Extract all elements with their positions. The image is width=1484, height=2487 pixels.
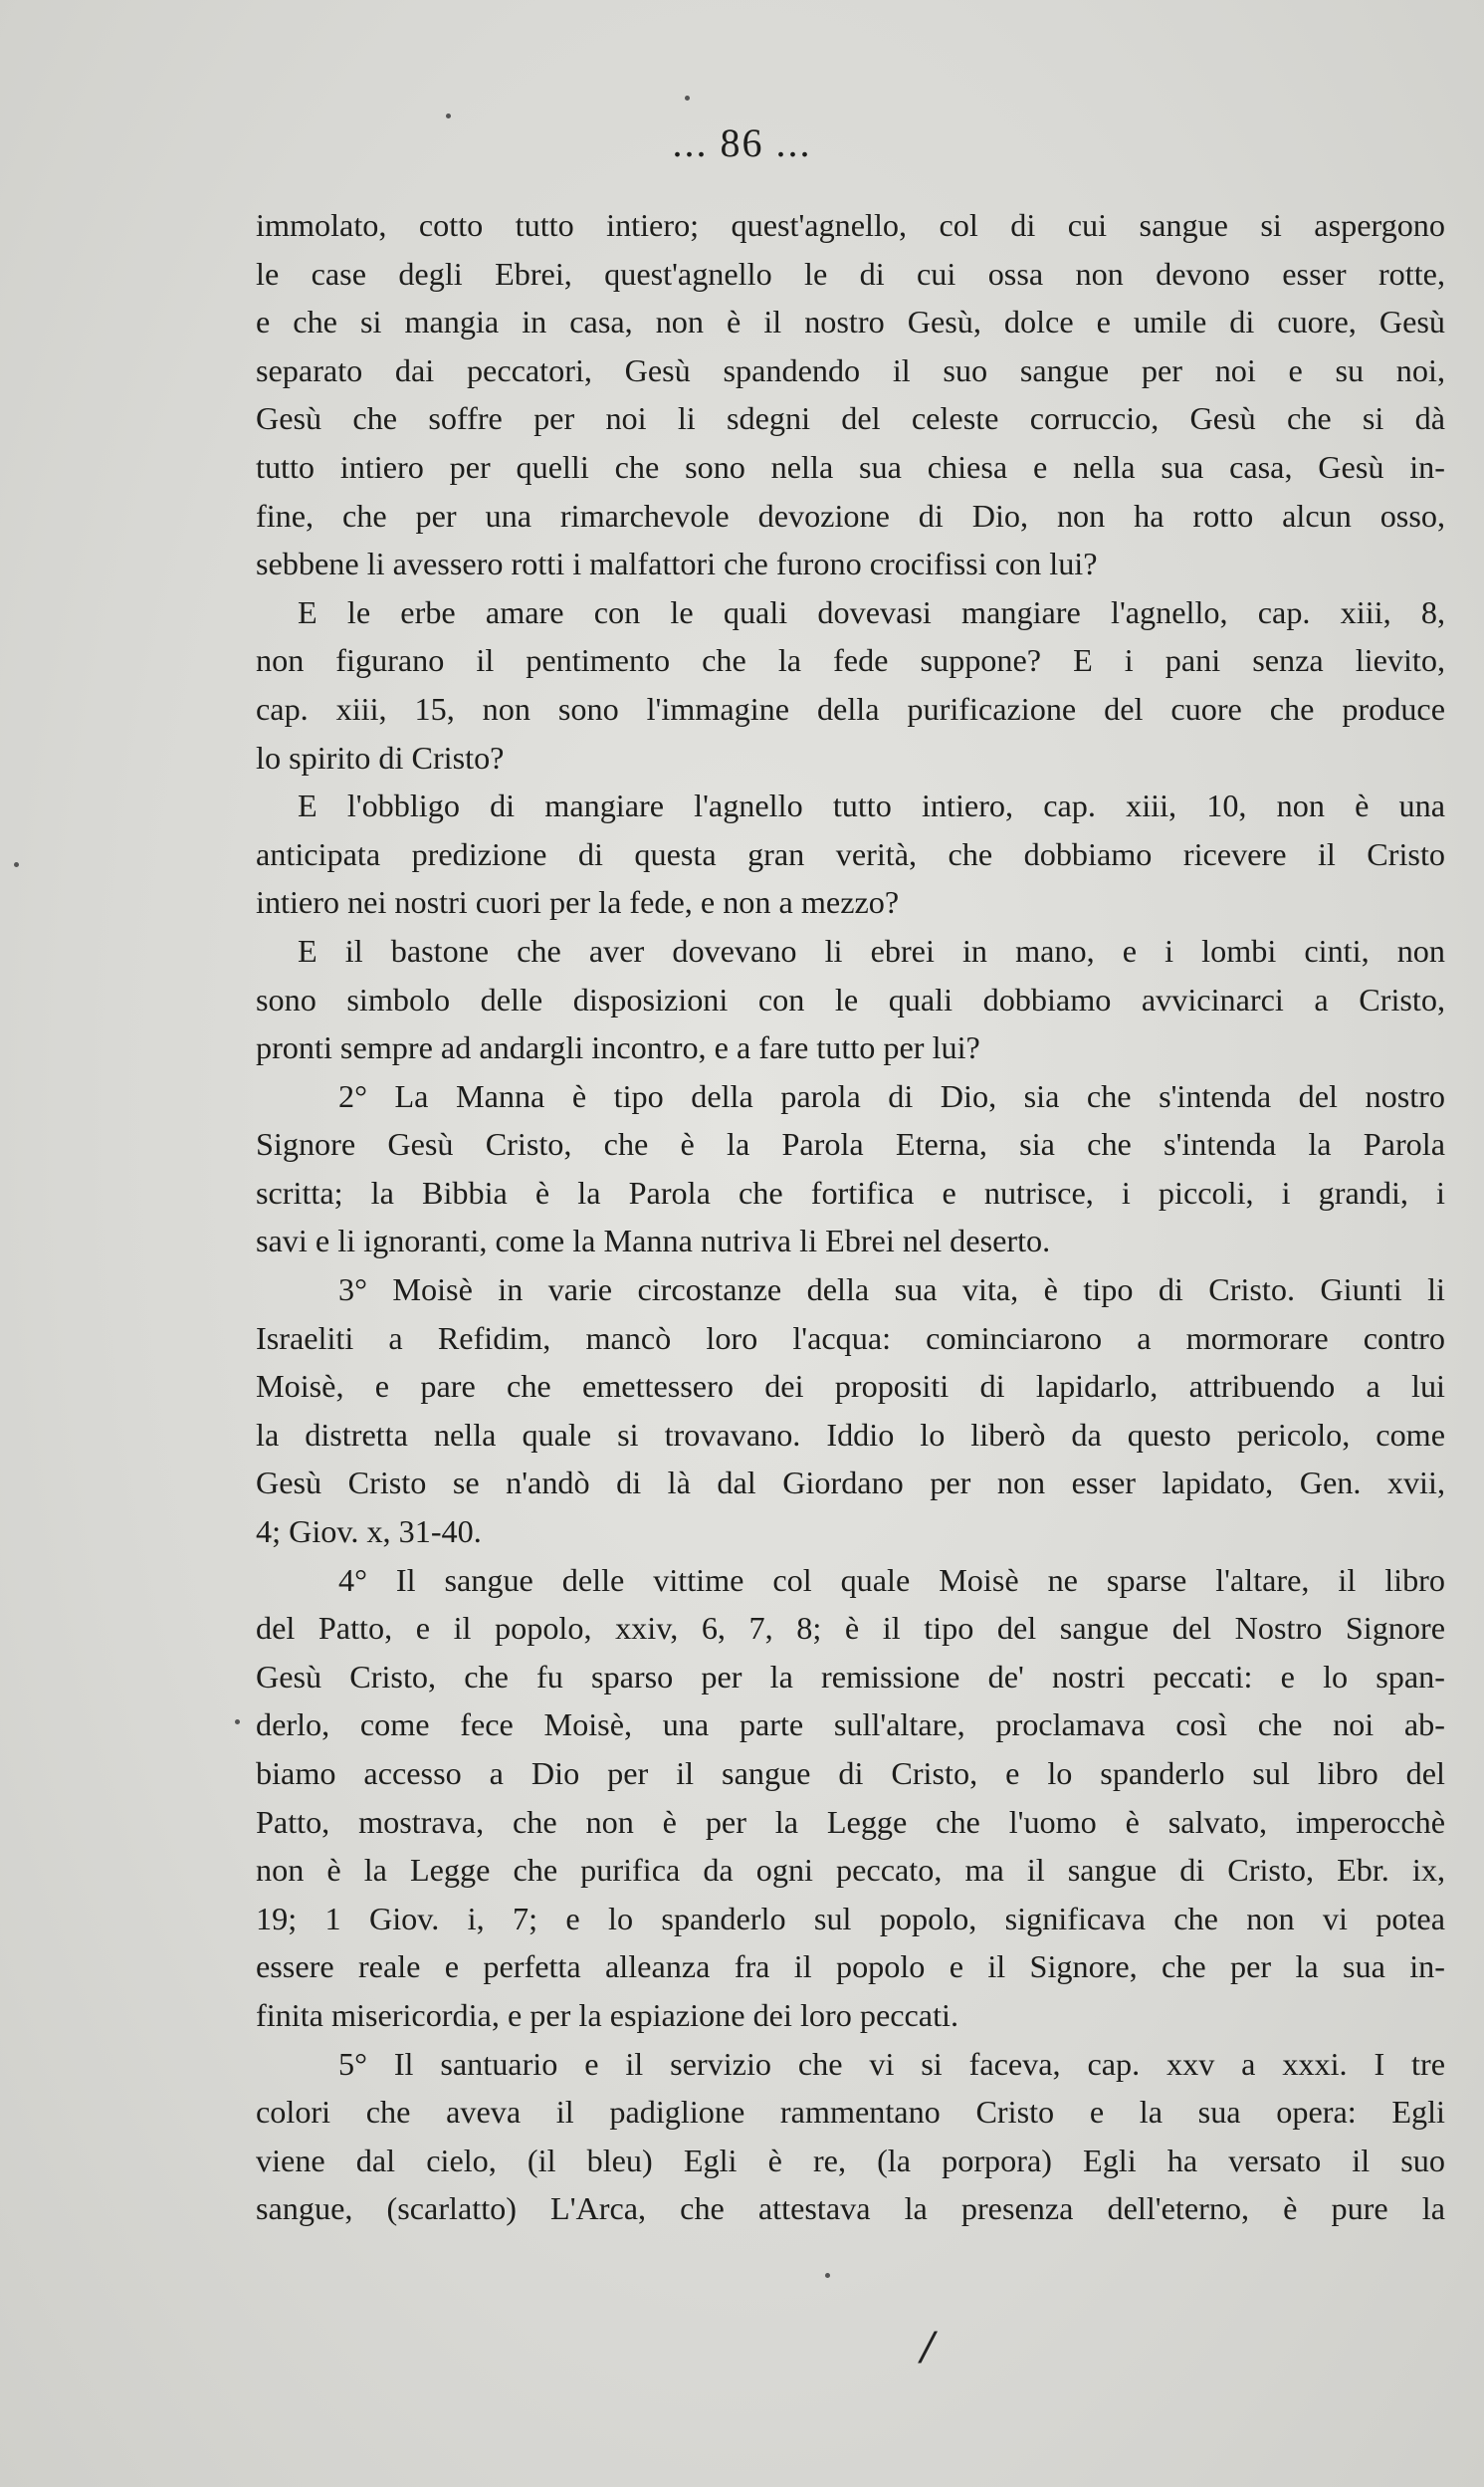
ink-speck [825, 2273, 830, 2278]
text-line: Israeliti a Refidim, mancò loro l'acqua: cominciarono a mormorare contro [256, 1319, 1445, 1356]
text-line: separato dai peccatori, Gesù spandendo il suo sangue per noi e su noi, [256, 351, 1445, 388]
text-line: pronti sempre ad andargli incontro, e a fare tutto per lui? [256, 1029, 980, 1066]
text-line: Moisè, e pare che emettessero dei propositi di lapidarlo, attribuendo a lui [256, 1368, 1445, 1405]
text-line: Patto, mostrava, che non è per la Legge che l'uomo è salvato, imperocchè [256, 1803, 1445, 1840]
text-line: le case degli Ebrei, quest'agnello le di cui ossa non devono esser rotte, [256, 255, 1445, 292]
text-line: scritta; la Bibbia è la Parola che fortifica e nutrisce, i piccoli, i grandi, i [256, 1174, 1445, 1211]
text-line: 19; 1 Giov. i, 7; e lo spanderlo sul popolo, significava che non vi potea [256, 1900, 1445, 1936]
text-line: la distretta nella quale si trovavano. Iddio lo liberò da questo pericolo, come [256, 1416, 1445, 1453]
text-line: 4; Giov. x, 31-40. [256, 1513, 482, 1550]
text-line: sono simbolo delle disposizioni con le quali dobbiamo avvicinarci a Cristo, [256, 981, 1445, 1017]
ink-speck [235, 1719, 240, 1724]
text-line: sebbene li avessero rotti i malfattori che furono crocifissi con lui? [256, 546, 1098, 582]
ink-mark: / [921, 2321, 935, 2374]
text-line: E l'obbligo di mangiare l'agnello tutto intiero, cap. xiii, 10, non è una [298, 788, 1445, 824]
ink-speck [685, 96, 690, 101]
text-line: E le erbe amare con le quali dovevasi mangiare l'agnello, cap. xiii, 8, [298, 593, 1445, 630]
ink-speck [446, 113, 451, 118]
text-line: intiero nei nostri cuori per la fede, e non a mezzo? [256, 884, 900, 921]
text-line: immolato, cotto tutto intiero; quest'agnello, col di cui sangue si aspergono [256, 207, 1445, 243]
page-number-header: ... 86 ... [672, 120, 812, 165]
ink-speck [14, 862, 19, 867]
text-line: cap. xiii, 15, non sono l'immagine della purificazione del cuore che produce [256, 690, 1445, 727]
text-line: Gesù Cristo, che fu sparso per la remissione de' nostri peccati: e lo span- [256, 1658, 1445, 1695]
text-line: 5° Il santuario e il servizio che vi si faceva, cap. xxv a xxxi. I tre [338, 2045, 1445, 2082]
text-line: E il bastone che aver dovevano li ebrei in mano, e i lombi cinti, non [298, 932, 1445, 969]
text-line: 2° La Manna è tipo della parola di Dio, sia che s'intenda del nostro [338, 1077, 1445, 1114]
text-line: non figurano il pentimento che la fede suppone? E i pani senza lievito, [256, 642, 1445, 679]
text-line: tutto intiero per quelli che sono nella sua chiesa e nella sua casa, Gesù in- [256, 448, 1445, 485]
text-line: 3° Moisè in varie circostanze della sua vita, è tipo di Cristo. Giunti li [338, 1271, 1445, 1308]
text-line: sangue, (scarlatto) L'Arca, che attestava la presenza dell'eterno, è pure la [256, 2190, 1445, 2227]
text-line: fine, che per una rimarchevole devozione di Dio, non ha rotto alcun osso, [256, 497, 1445, 534]
text-line: Gesù che soffre per noi li sdegni del celeste corruccio, Gesù che si dà [256, 400, 1445, 437]
text-line: del Patto, e il popolo, xxiv, 6, 7, 8; è il tipo del sangue del Nostro Signore [256, 1610, 1445, 1647]
text-line: colori che aveva il padiglione rammentano Cristo e la sua opera: Egli [256, 2094, 1445, 2131]
text-line: e che si mangia in casa, non è il nostro Gesù, dolce e umile di cuore, Gesù [256, 304, 1445, 340]
text-line: Signore Gesù Cristo, che è la Parola Eterna, sia che s'intenda la Parola [256, 1126, 1445, 1163]
text-line: 4° Il sangue delle vittime col quale Moisè ne sparse l'altare, il libro [338, 1561, 1445, 1598]
text-line: derlo, come fece Moisè, una parte sull'altare, proclamava così che noi ab- [256, 1706, 1445, 1743]
text-line: non è la Legge che purifica da ogni peccato, ma il sangue di Cristo, Ebr. ix, [256, 1852, 1445, 1889]
text-line: finita misericordia, e per la espiazione dei loro peccati. [256, 1996, 959, 2033]
body-text [256, 201, 1445, 2233]
text-line: viene dal cielo, (il bleu) Egli è re, (la porpora) Egli ha versato il suo [256, 2142, 1445, 2178]
text-line: anticipata predizione di questa gran verità, che dobbiamo ricevere il Cristo [256, 835, 1445, 872]
text-line: essere reale e perfetta alleanza fra il popolo e il Signore, che per la sua in- [256, 1948, 1445, 1985]
text-line: savi e li ignoranti, come la Manna nutriva li Ebrei nel deserto. [256, 1223, 1051, 1259]
text-line: Gesù Cristo se n'andò di là dal Giordano per non esser lapidato, Gen. xvii, [256, 1465, 1445, 1501]
text-line: lo spirito di Cristo? [256, 739, 505, 776]
text-line: biamo accesso a Dio per il sangue di Cristo, e lo spanderlo sul libro del [256, 1755, 1445, 1791]
